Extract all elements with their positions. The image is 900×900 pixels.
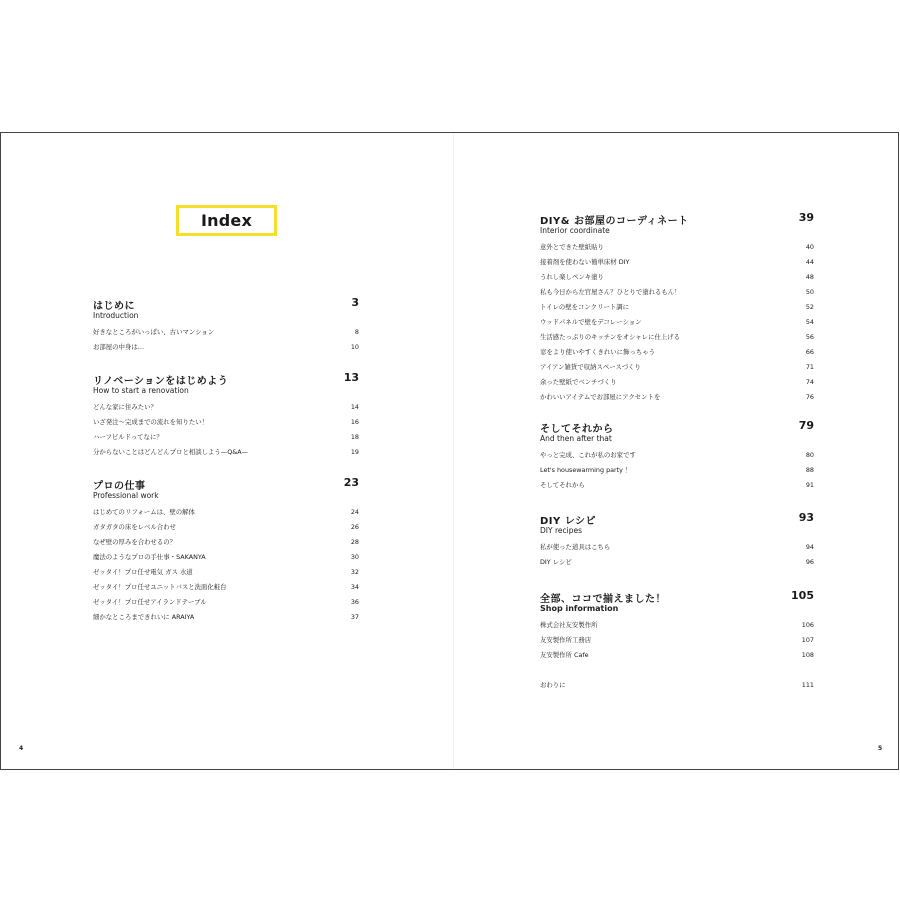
toc-item (93, 553, 359, 568)
toc-item-label: 分からないことはどんどんプロと相談しよう—Q&A— (93, 448, 248, 456)
toc-item-page: 19 (350, 448, 359, 456)
toc-item-page: 80 (805, 451, 814, 459)
toc-item-page: 56 (805, 333, 814, 341)
toc-item-label: 株式会社友安製作所 (540, 621, 598, 629)
page-number-left: 4 (19, 745, 24, 752)
toc-item-page: 10 (350, 343, 359, 351)
toc-item-label: ゼッタイ！プロ任せアイランドテーブル (93, 598, 207, 606)
section-page: 79 (798, 419, 814, 432)
toc-item-label: 友安製作所工務店 (540, 636, 592, 644)
toc-item (540, 481, 814, 496)
toc-item-label: 私が使った道具はこちら (540, 543, 611, 551)
section-subtitle: And then after that (540, 434, 612, 443)
toc-item-label: お部屋の中身は… (93, 343, 145, 351)
toc-item-page: 44 (805, 258, 814, 266)
toc-item-label: そしてそれから (540, 481, 585, 489)
toc-item (93, 598, 359, 613)
book-spread (0, 132, 899, 770)
section-title: プロの仕事 (93, 481, 146, 492)
toc-item-page: 28 (350, 538, 359, 546)
toc-item (540, 543, 814, 558)
toc-item (540, 333, 814, 348)
toc-section (540, 420, 814, 496)
page-gutter (453, 133, 454, 769)
index-title: Index (176, 205, 277, 236)
toc-item-label: トイレの壁をコンクリート調に (540, 303, 630, 311)
toc-item (93, 508, 359, 523)
section-title: はじめに (93, 301, 135, 312)
section-subtitle: Introduction (93, 311, 139, 320)
section-page: 105 (791, 589, 814, 602)
toc-item-page: 94 (805, 543, 814, 551)
toc-section (540, 212, 814, 408)
toc-item (540, 621, 814, 636)
section-subtitle: How to start a renovation (93, 386, 189, 395)
toc-item (540, 466, 814, 481)
toc-item-label: 余った壁紙でベンチづくり (540, 378, 617, 386)
toc-item (93, 568, 359, 583)
toc-item (540, 303, 814, 318)
toc-item-label: ウッドパネルで壁をデコレーション (540, 318, 642, 326)
toc-item-page: 37 (350, 613, 359, 621)
toc-item (93, 583, 359, 598)
section-page: 39 (798, 211, 814, 224)
page-number-right: 5 (878, 745, 883, 752)
section-subtitle: Professional work (93, 491, 159, 500)
toc-item (540, 273, 814, 288)
toc-item-page: 18 (350, 433, 359, 441)
toc-item-page: 48 (805, 273, 814, 281)
toc-closing (540, 681, 814, 696)
section-title: そしてそれから (540, 424, 614, 435)
toc-item (93, 433, 359, 448)
toc-item-page: 50 (805, 288, 814, 296)
toc-item-page: 54 (805, 318, 814, 326)
section-subtitle: DIY recipes (540, 526, 582, 535)
toc-item-label: 友安製作所 Cafe (540, 651, 589, 659)
toc-item-page: 36 (350, 598, 359, 606)
toc-item-page: 88 (805, 466, 814, 474)
toc-item (540, 288, 814, 303)
toc-item (93, 613, 359, 628)
toc-item (540, 558, 814, 573)
toc-item (93, 343, 359, 358)
toc-item (93, 328, 359, 343)
section-page: 93 (798, 511, 814, 524)
toc-item (540, 378, 814, 393)
toc-item-label: 意外とできた壁紙貼り (540, 243, 604, 251)
toc-item-label: 私も今日から左官屋さん？ひとりで塗れるもん！ (540, 288, 681, 296)
toc-item-page: 76 (805, 393, 814, 401)
toc-item (540, 348, 814, 363)
toc-item-label: なぜ壁の厚みを合わせるの？ (93, 538, 177, 546)
section-page: 13 (343, 371, 359, 384)
toc-item-label: 好きなところがいっぱい、古いマンション (93, 328, 215, 336)
toc-item-page: 30 (350, 553, 359, 561)
toc-item-label: アイアン雑貨で収納スペースづくり (540, 363, 641, 371)
toc-section (93, 477, 359, 628)
toc-item-label: Let's housewarming party ！ (540, 466, 632, 474)
toc-section (93, 297, 359, 358)
toc-item (540, 681, 814, 696)
toc-section (540, 590, 814, 666)
toc-item-label: 細かなところまできれいに ARAIYA (93, 613, 195, 621)
toc-item-page: 34 (350, 583, 359, 591)
toc-item-page: 107 (801, 636, 814, 644)
toc-item (93, 418, 359, 433)
toc-item-label: ガタガタの床をレベル合わせ (93, 523, 177, 531)
toc-item-page: 26 (350, 523, 359, 531)
toc-item-label: 窓をより使いやすくきれいに飾っちゃう (540, 348, 656, 356)
toc-section (93, 372, 359, 463)
toc-item-label: 魔法のようなプロの手仕事・SAKANYA (93, 553, 206, 561)
toc-item (540, 636, 814, 651)
toc-item-page: 8 (354, 328, 359, 336)
toc-item (540, 393, 814, 408)
section-title: DIY& お部屋のコーディネート (540, 216, 689, 227)
section-subtitle: Interior coordinate (540, 226, 610, 235)
section-title: リノベーションをはじめよう (93, 376, 229, 387)
toc-item (93, 403, 359, 418)
toc-item-label: ゼッタイ！プロ任せ電気 ガス 水道 (93, 568, 193, 576)
toc-item-label: いざ発注～完成までの流れを知りたい！ (93, 418, 209, 426)
section-title: 全部、ココで揃えました！ (540, 594, 666, 605)
toc-item (540, 318, 814, 333)
toc-item-page: 111 (801, 681, 814, 689)
toc-item-label: どんな家に住みたい？ (93, 403, 157, 411)
toc-item (540, 363, 814, 378)
toc-item-page: 52 (805, 303, 814, 311)
toc-item-page: 40 (805, 243, 814, 251)
toc-item-label: 接着剤を使わない簡単床材 DIY (540, 258, 630, 266)
toc-item-page: 106 (801, 621, 814, 629)
toc-item (540, 243, 814, 258)
toc-item-label: やっと完成、これが私のお家です (540, 451, 636, 459)
toc-item (540, 258, 814, 273)
section-title: DIY レシピ (540, 516, 596, 527)
toc-item-page: 24 (350, 508, 359, 516)
toc-item-page: 14 (350, 403, 359, 411)
toc-item (93, 523, 359, 538)
toc-item-label: かわいいアイテムでお部屋にアクセントを (540, 393, 661, 401)
toc-item-page: 16 (350, 418, 359, 426)
toc-item-page: 91 (805, 481, 814, 489)
section-subtitle: Shop information (540, 604, 619, 613)
toc-item-label: DIY レシピ (540, 558, 572, 566)
toc-item-page: 74 (805, 378, 814, 386)
toc-item-label: うれし楽しペンキ塗り (540, 273, 604, 281)
toc-item-label: ゼッタイ！プロ任せユニットバスと洗面化粧台 (93, 583, 227, 591)
toc-item-page: 96 (805, 558, 814, 566)
toc-item-page: 71 (805, 363, 814, 371)
toc-item-label: おわりに (540, 681, 566, 689)
toc-item-label: はじめてのリフォームは、壁の解体 (93, 508, 195, 516)
toc-item-label: ハーフビルドってなに？ (93, 433, 163, 441)
toc-item-page: 108 (801, 651, 814, 659)
toc-item (540, 651, 814, 666)
toc-section (540, 512, 814, 573)
toc-item (540, 451, 814, 466)
section-page: 23 (343, 476, 359, 489)
toc-item-page: 66 (805, 348, 814, 356)
toc-item-page: 32 (350, 568, 359, 576)
section-page: 3 (351, 296, 359, 309)
toc-item (93, 538, 359, 553)
toc-item (93, 448, 359, 463)
toc-item-label: 生活感たっぷりのキッチンをオシャレに仕上げる (540, 333, 681, 341)
